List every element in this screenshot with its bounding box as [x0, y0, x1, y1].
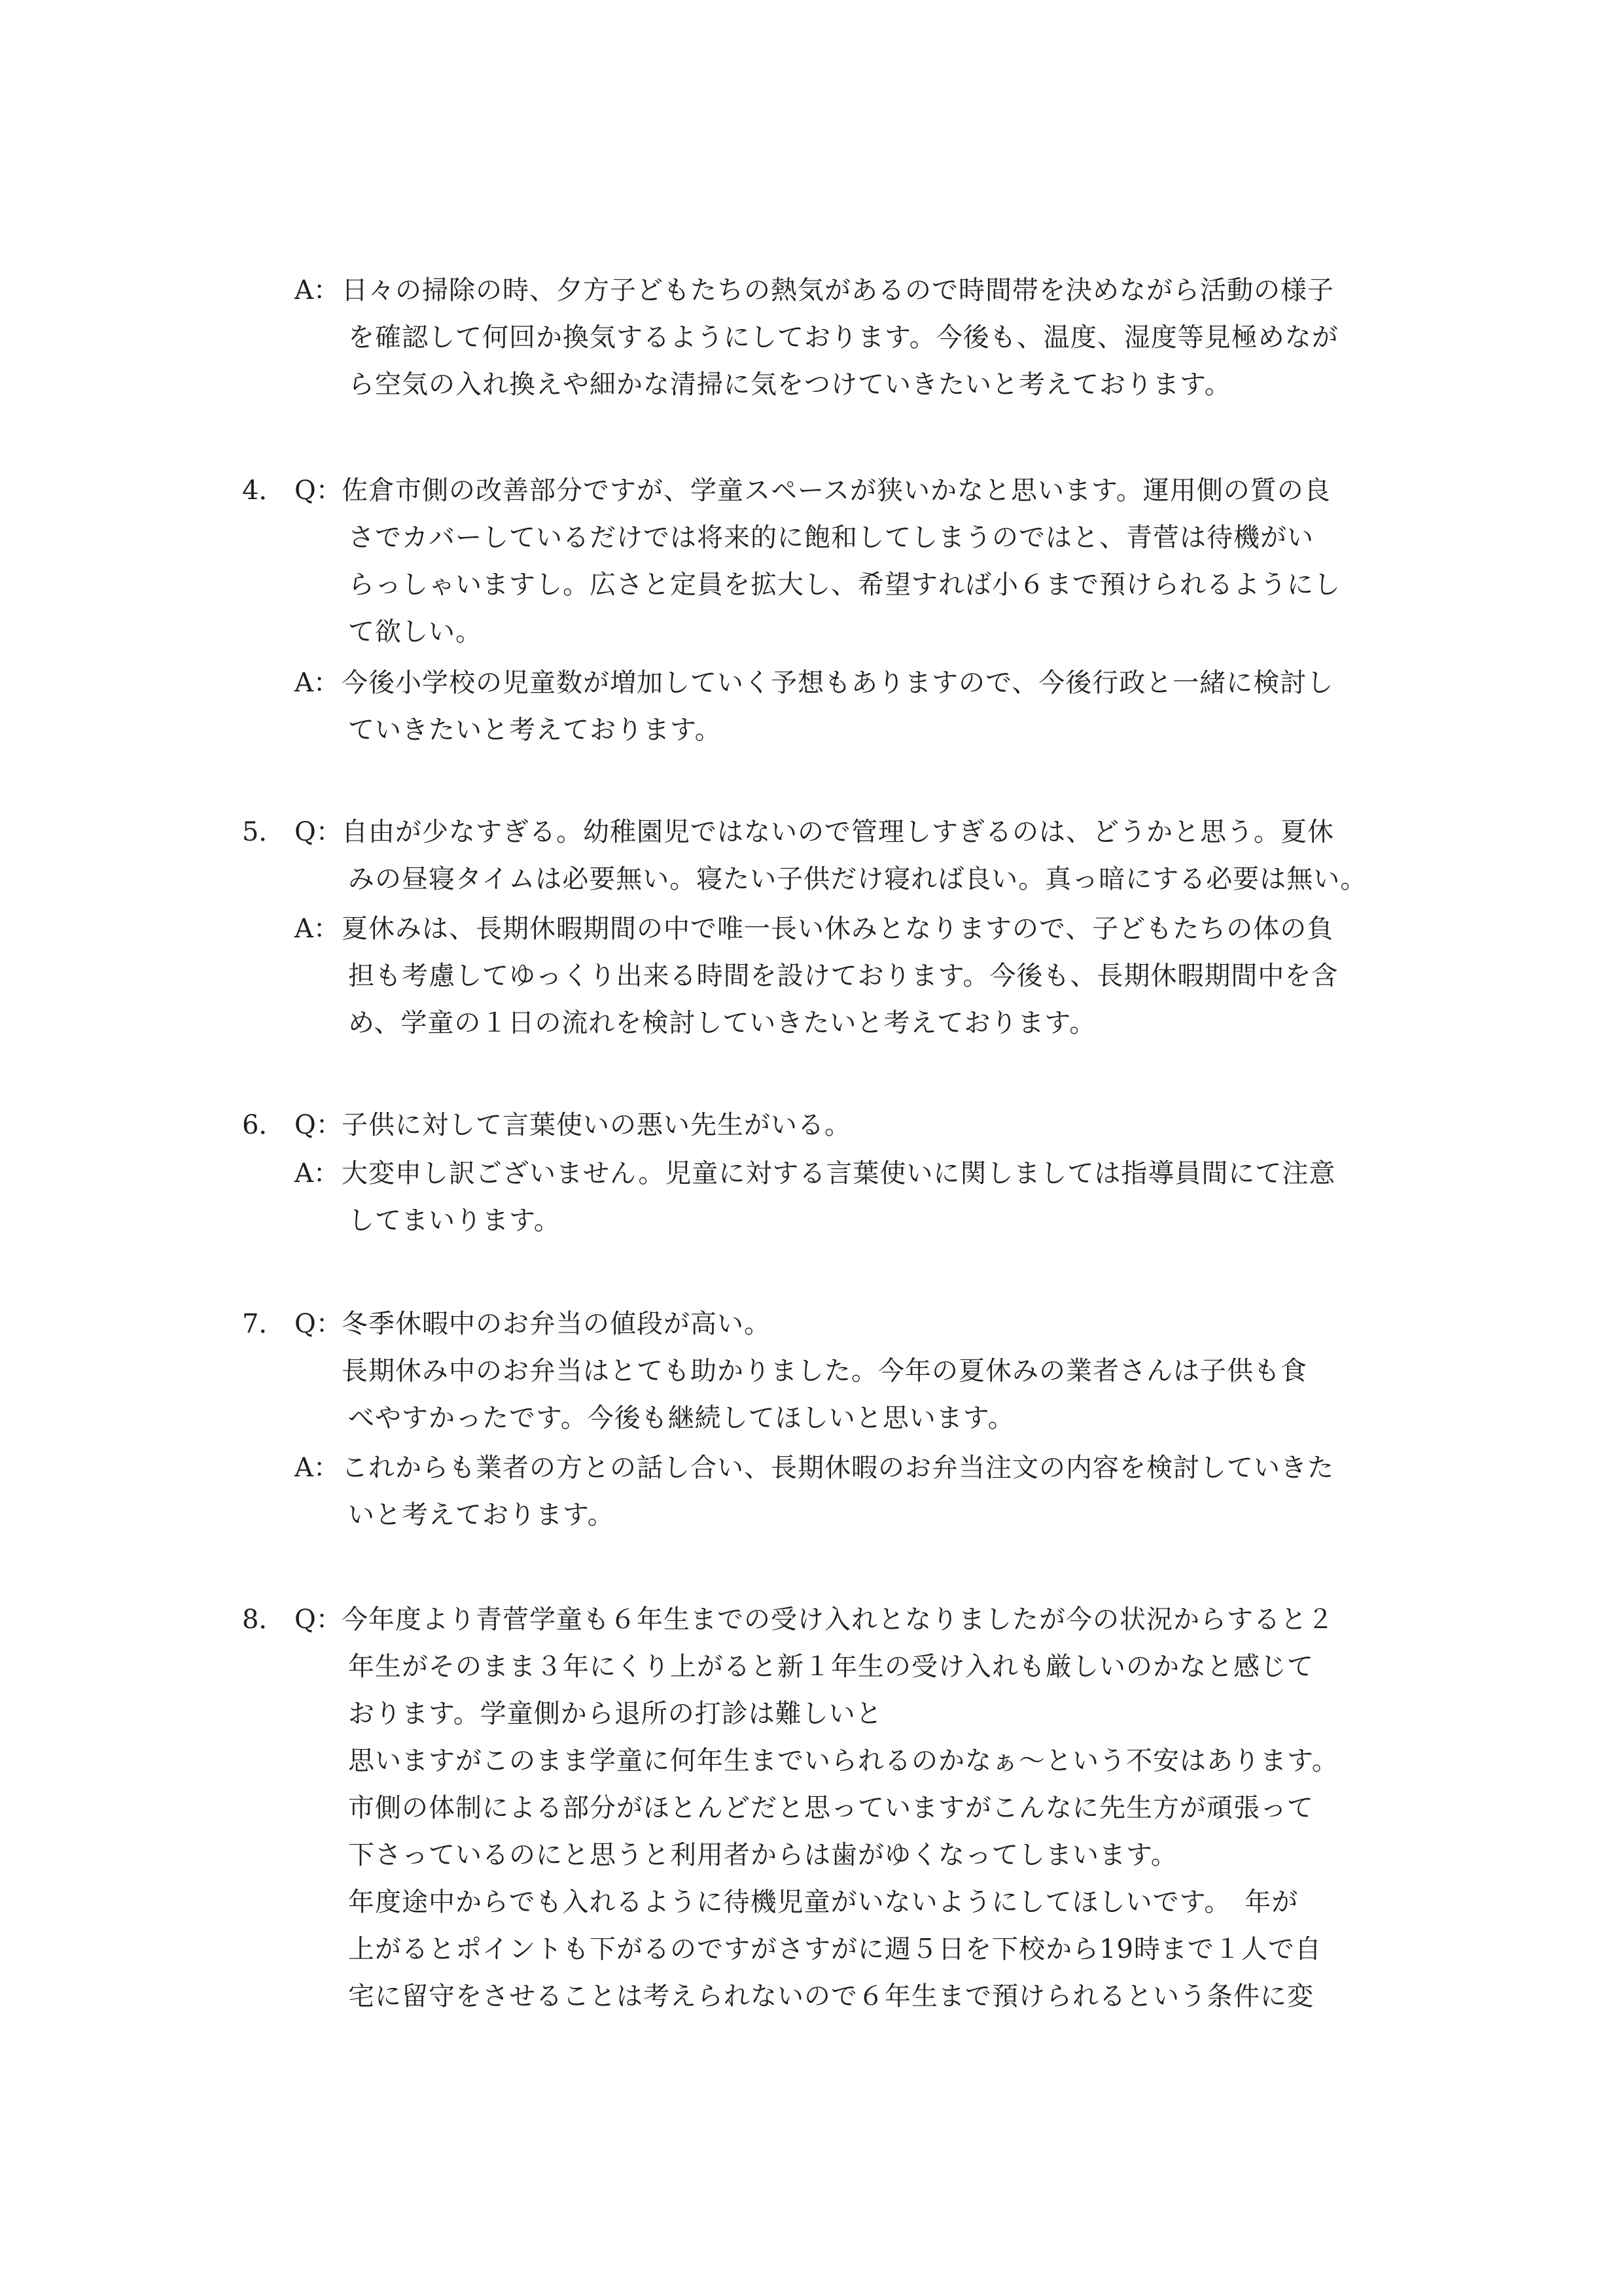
- question-line: べやすかったです。今後も継続してほしいと思います。: [348, 1403, 1015, 1433]
- answer-line: 大変申し訳ございません。児童に対する言葉使いに関しましては指導員間にて注意: [342, 1158, 1336, 1189]
- question-line: 子供に対して言葉使いの悪い先生がいる。: [342, 1110, 851, 1140]
- answer-label: A：: [294, 668, 340, 698]
- answer-line: これからも業者の方との話し合い、長期休暇のお弁当注文の内容を検討していきた: [342, 1453, 1334, 1483]
- question-line: らっしゃいますし。広さと定員を拡大し、希望すれば小６まで預けられるようにし: [348, 570, 1341, 600]
- question-line: 年生がそのまま３年にくり上がると新１年生の受け入れも厳しいのかなと感じて: [348, 1652, 1314, 1682]
- question-label: Q：: [294, 476, 342, 506]
- question-line: 下さっているのにと思うと利用者からは歯がゆくなってしまいます。: [348, 1840, 1178, 1870]
- item-number: 6．: [242, 1110, 285, 1140]
- answer-label: A：: [294, 275, 340, 305]
- answer-line: してまいります。: [348, 1206, 561, 1236]
- question-line: 宅に留守をさせることは考えられないので６年生まで預けられるという条件に変: [348, 1981, 1314, 2011]
- question-line: 年度途中からでも入れるように待機児童がいないようにしてほしいです。 年が: [348, 1887, 1299, 1917]
- answer-line: め、学童の１日の流れを検討していきたいと考えております。: [348, 1008, 1097, 1038]
- answer-line: ていきたいと考えております。: [348, 715, 722, 745]
- question-label: Q：: [294, 1605, 342, 1635]
- answer-label: A：: [294, 1158, 340, 1189]
- answer-line: 担も考慮してゆっくり出来る時間を設けております。今後も、長期休暇期間中を含: [348, 961, 1339, 991]
- question-line: 思いますがこのまま学童に何年生までいられるのかなぁ～という不安はあります。: [348, 1746, 1339, 1776]
- answer-label: A：: [294, 1453, 340, 1483]
- answer-line: 夏休みは、長期休暇期間の中で唯一長い休みとなりますので、子どもたちの体の負: [342, 914, 1334, 944]
- question-line: 長期休み中のお弁当はとても助かりました。今年の夏休みの業者さんは子供も食: [342, 1356, 1307, 1386]
- answer-line: ら空気の入れ換えや細かな清掃に気をつけていきたいと考えております。: [348, 370, 1231, 400]
- question-line: 佐倉市側の改善部分ですが、学童スペースが狭いかなと思います。運用側の質の良: [342, 476, 1331, 506]
- question-label: Q：: [294, 817, 342, 847]
- question-line: 冬季休暇中のお弁当の値段が高い。: [342, 1309, 771, 1339]
- question-label: Q：: [294, 1309, 342, 1339]
- question-line: 自由が少なすぎる。幼稚園児ではないので管理しすぎるのは、どうかと思う。夏休: [342, 817, 1334, 847]
- item-number: 4．: [242, 476, 285, 506]
- item-number: 8．: [242, 1605, 285, 1635]
- question-line: 上がるとポイントも下がるのですがさすがに週５日を下校から19時まで１人で自: [348, 1934, 1322, 1964]
- question-line: て欲しい。: [348, 617, 482, 647]
- answer-label: A：: [294, 914, 340, 944]
- answer-line: を確認して何回か換気するようにしております。今後も、温度、湿度等見極めなが: [348, 322, 1339, 353]
- question-line: おります。学童側から退所の打診は難しいと: [348, 1699, 883, 1729]
- question-line: 市側の体制による部分がほとんどだと思っていますがこんなに先生方が頑張って: [348, 1793, 1314, 1823]
- question-line: さでカバーしているだけでは将来的に飽和してしまうのではと、青菅は待機がい: [348, 523, 1314, 553]
- question-line: 今年度より青菅学童も６年生までの受け入れとなりましたが今の状況からすると２: [342, 1605, 1334, 1635]
- answer-line: 今後小学校の児童数が増加していく予想もありますので、今後行政と一緒に検討し: [342, 668, 1334, 698]
- question-line: みの昼寝タイムは必要無い。寝たい子供だけ寝れば良い。真っ暗にする必要は無い。: [348, 864, 1368, 894]
- question-label: Q：: [294, 1110, 342, 1140]
- answer-line: 日々の掃除の時、夕方子どもたちの熱気があるので時間帯を決めながら活動の様子: [342, 275, 1334, 305]
- item-number: 5．: [242, 817, 285, 847]
- answer-line: いと考えております。: [348, 1500, 614, 1530]
- item-number: 7．: [242, 1309, 285, 1339]
